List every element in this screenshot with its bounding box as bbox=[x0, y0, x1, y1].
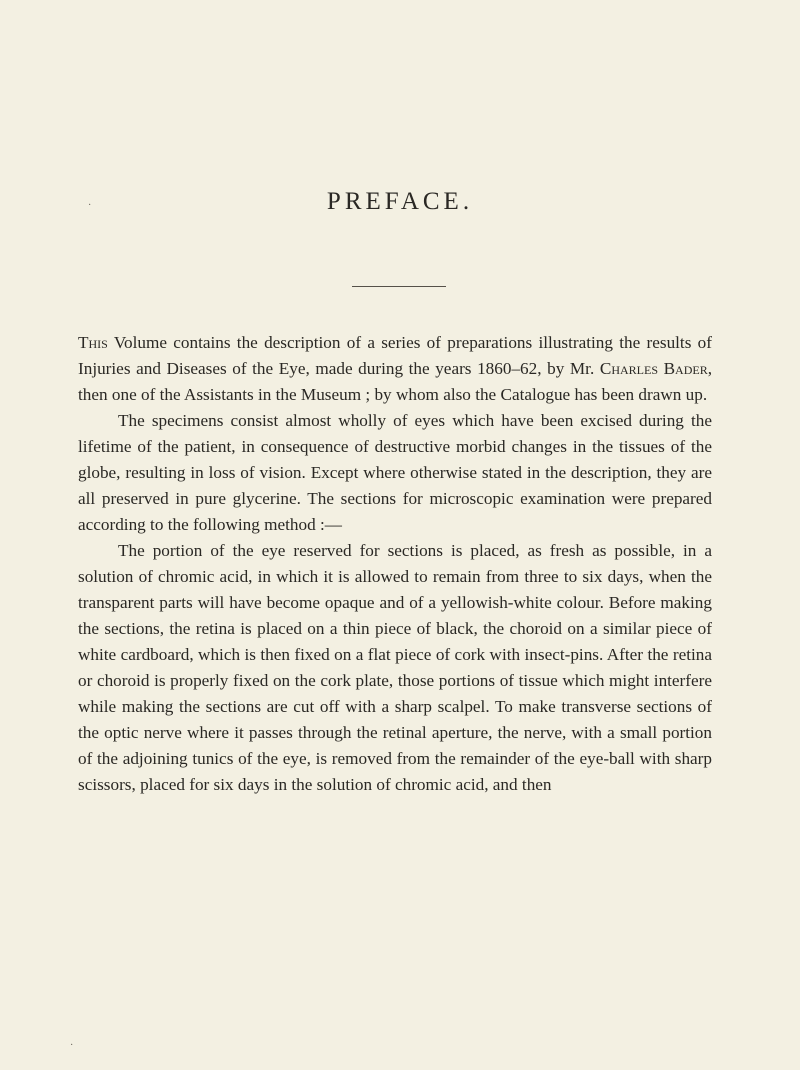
page-title: PREFACE. bbox=[326, 188, 474, 215]
paragraph-1 bbox=[78, 330, 712, 408]
paragraph-1-text-b: , then one of the Assistants in the Museum ; by whom also the Catalogue has been drawn up. bbox=[78, 359, 713, 404]
paragraph-1-text-a: Volume contains the description of a series of preparations illustrating the results of Injuries and Diseases of the Eye, made during the years 1860–62, by Mr. bbox=[78, 333, 712, 378]
lead-word: This bbox=[78, 333, 108, 352]
preface-body bbox=[78, 330, 712, 798]
print-speck: · bbox=[70, 1040, 74, 1051]
title-divider bbox=[352, 286, 446, 287]
author-name: Charles Bader bbox=[599, 359, 708, 378]
print-speck: · bbox=[88, 200, 92, 211]
paragraph-3: The portion of the eye reserved for sections is placed, as fresh as possible, in a solution of chromic acid, in which it is allowed to remain from three to six days, when the transparent parts will have become opaque and of a yellowish-white colour. Before making the sections, the retina is placed on a thin piece of black, the choroid on a similar piece of white cardboard, which is then fixed on a flat piece of cork with insect-pins. After the retina or choroid is properly fixed on the cork plate, those portions of tissue which might interfere while making the sections are cut off with a sharp scalpel. To make transverse sections of the optic nerve where it passes through the retinal aperture, the nerve, with a small portion of the adjoining tunics of the eye, is removed from the remainder of the eye-ball with sharp scissors, placed for six days in the solution of chromic acid, and then bbox=[78, 541, 712, 794]
paragraph-2: The specimens consist almost wholly of eyes which have been excised during the lifetime of the patient, in consequence of destructive morbid changes in the tissues of the globe, resulting in loss of vision. Except where otherwise stated in the description, they are all preserved in pure glycerine. The sections for microscopic examination were prepared according to the following method :— bbox=[78, 411, 712, 534]
